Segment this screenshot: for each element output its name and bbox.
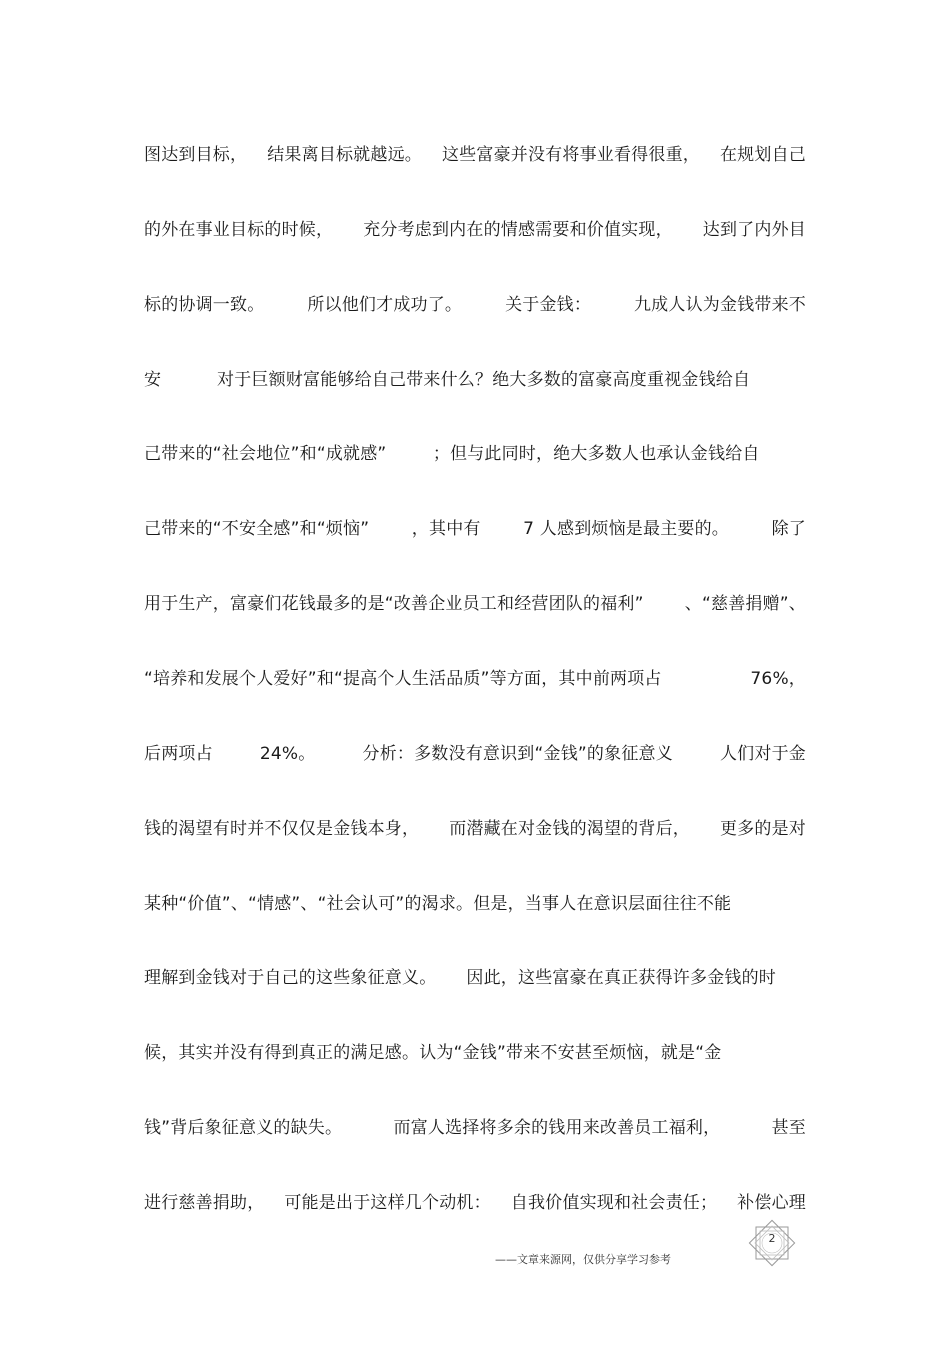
text-segment: 安 <box>144 369 162 390</box>
text-segment: 在规划自己 <box>719 145 806 165</box>
text-segment: 补偿心理 <box>737 1193 806 1214</box>
text-segment: 后两项占 <box>144 743 213 764</box>
text-segment: 、“慈善捐赠”、 <box>684 594 806 615</box>
text-segment: 因此，这些富豪在真正获得许多金钱的时 <box>466 968 776 989</box>
text-line <box>144 889 806 919</box>
page-number: 2 <box>768 1232 776 1245</box>
text-segment: 7 人感到烦恼是最主要的。 <box>523 519 729 540</box>
text-segment: 图达到目标， <box>144 145 248 165</box>
text-line <box>144 1038 806 1068</box>
text-line <box>144 814 806 844</box>
text-segment: 关于金钱： <box>505 294 592 315</box>
text-segment: 己带来的“社会地位”和“成就感” <box>144 444 387 465</box>
text-segment: 标的协调一致。 <box>144 294 265 315</box>
text-line <box>144 589 806 619</box>
text-segment: 所以他们才成功了。 <box>307 294 463 315</box>
text-segment: 九成人认为金钱带来不 <box>633 294 806 315</box>
text-segment: 更多的是对 <box>719 818 806 839</box>
text-segment: 结果离目标就越远。 <box>267 145 422 165</box>
text-segment: “培养和发展个人爱好”和“提高个人生活品质”等方面，其中前两项占 <box>144 669 662 690</box>
text-segment: 己带来的“不安全感”和“烦恼” <box>144 519 370 540</box>
text-line <box>144 1113 806 1143</box>
text-segment: 理解到金钱对于自己的这些象征意义。 <box>144 968 437 989</box>
text-line <box>144 1188 806 1218</box>
text-line <box>144 140 806 170</box>
text-segment: 这些富豪并没有将事业看得很重， <box>441 145 700 165</box>
text-segment: 而富人选择将多余的钱用来改善员工福利， <box>393 1118 721 1139</box>
text-segment: 24%。 <box>259 743 316 764</box>
text-line <box>144 514 806 544</box>
text-line <box>144 365 806 395</box>
text-line <box>144 739 806 769</box>
footer-source-note: ——文章来源网，仅供分享学习参考 <box>495 1253 671 1266</box>
text-line <box>144 664 806 694</box>
text-segment: 对于巨额财富能够给自己带来什么？绝大多数的富豪高度重视金钱给自 <box>217 369 751 390</box>
text-segment: 甚至 <box>771 1118 806 1139</box>
text-segment: 人们对于金 <box>719 743 806 764</box>
text-segment: 钱的渴望有时并不仅仅是金钱本身， <box>144 818 420 839</box>
page-number-badge <box>747 1218 797 1268</box>
text-segment: 而潜藏在对金钱的渴望的背后， <box>449 818 690 839</box>
text-segment: 进行慈善捐助， <box>144 1193 265 1214</box>
text-segment: ；但与此同时，绝大多数人也承认金钱给自 <box>432 444 760 465</box>
text-segment: 自我价值实现和社会责任； <box>510 1193 718 1214</box>
text-line <box>144 215 806 245</box>
text-line <box>144 963 806 993</box>
text-segment: 可能是出于这样几个动机： <box>284 1193 491 1214</box>
text-segment: ，其中有 <box>411 519 481 540</box>
text-segment: 钱”背后象征意义的缺失。 <box>144 1118 343 1139</box>
text-segment: 充分考虑到内在的情感需要和价值实现， <box>363 219 673 240</box>
text-segment: 分析：多数没有意识到“金钱”的象征意义 <box>362 743 673 764</box>
text-segment: 候，其实并没有得到真正的满足感。认为“金钱”带来不安甚至烦恼，就是“金 <box>144 1043 722 1064</box>
text-segment: 的外在事业目标的时候， <box>144 219 334 240</box>
text-segment: 某种“价值”、“情感”、“社会认可”的渴求。但是，当事人在意识层面往往不能 <box>144 893 732 914</box>
text-segment: 76%， <box>750 669 806 690</box>
text-line <box>144 439 806 469</box>
text-segment: 达到了内外目 <box>702 219 806 240</box>
text-segment: 用于生产，富豪们花钱最多的是“改善企业员工和经营团队的福利” <box>144 594 644 615</box>
text-line <box>144 290 806 320</box>
text-segment: 除了 <box>771 519 806 540</box>
